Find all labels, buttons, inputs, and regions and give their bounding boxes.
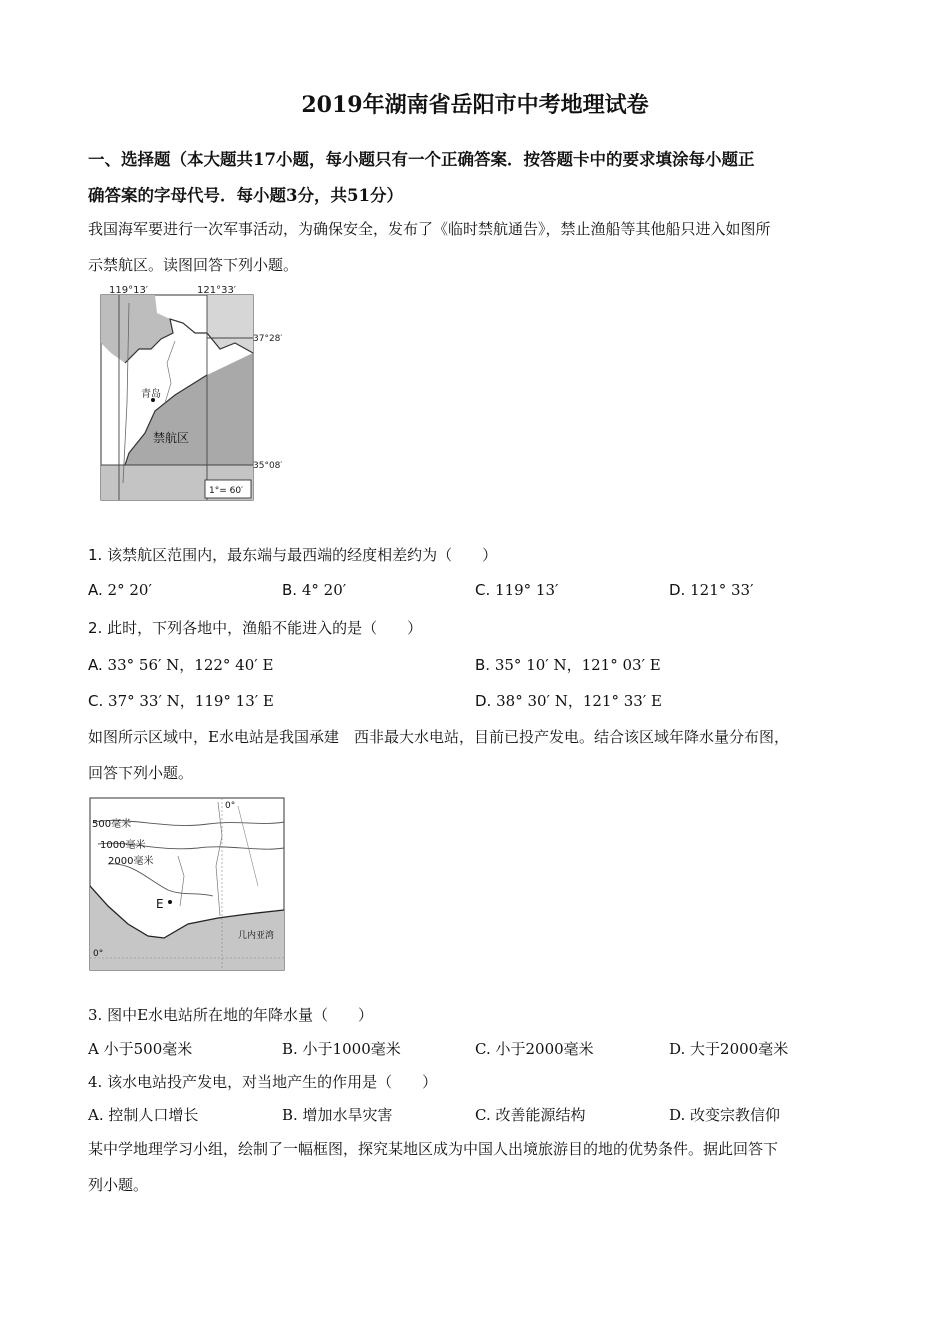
equator-label: 0° bbox=[93, 949, 104, 959]
q3-text: 3. 图中E水电站所在地的年降水量（ ） bbox=[88, 1006, 374, 1024]
station-label: E bbox=[156, 897, 164, 911]
q4-option-b[interactable]: B. 增加水旱灾害 bbox=[282, 1106, 393, 1124]
lon-left-label: 119°13′ bbox=[109, 285, 149, 296]
lon-right-label: 121°33′ bbox=[197, 285, 237, 296]
q3-option-d[interactable]: D. 大于2000毫米 bbox=[669, 1040, 789, 1058]
intro1-line1: 我国海军要进行一次军事活动，为确保安全，发布了《临时禁航通告》，禁止渔船等其他船只进入如图所 bbox=[88, 220, 771, 238]
q2-number: 2. bbox=[88, 619, 103, 637]
lat-top-label: 37°28′ bbox=[253, 334, 283, 344]
q3-option-c[interactable]: C. 小于2000毫米 bbox=[475, 1040, 594, 1058]
q2-stem bbox=[88, 617, 422, 638]
q2-text: 此时，下列各地中，渔船不能进入的是（ ） bbox=[107, 619, 423, 637]
q1-option-d[interactable]: D. 121° 33′ bbox=[669, 581, 754, 599]
q1-number: 1. bbox=[88, 546, 103, 564]
q4-option-c[interactable]: C. 改善能源结构 bbox=[475, 1106, 586, 1124]
q4-text: 4. 该水电站投产发电，对当地产生的作用是（ ） bbox=[88, 1073, 438, 1091]
q1-text: 该禁航区范围内，最东端与最西端的经度相差约为（ ） bbox=[107, 546, 498, 564]
q4-option-a[interactable]: A. 控制人口增长 bbox=[88, 1106, 199, 1124]
intro1-line2: 示禁航区。读图回答下列小题。 bbox=[88, 256, 299, 274]
section-heading-line2: 确答案的字母代号．每小题3分，共51分） bbox=[88, 186, 403, 205]
q2-option-b[interactable]: B. 35° 10′ N，121° 03′ E bbox=[475, 656, 661, 674]
intro3-line1: 某中学地理学习小组，绘制了一幅框图，探究某地区成为中国人出境旅游目的地的优势条件。据此回答下 bbox=[88, 1140, 779, 1158]
scale-label: 1°= 60′ bbox=[209, 486, 244, 496]
q2-option-c[interactable]: C. 37° 33′ N，119° 13′ E bbox=[88, 692, 274, 710]
isohyet-500-label: 500毫米 bbox=[92, 819, 132, 830]
page-title: 2019年湖南省岳阳市中考地理试卷 bbox=[301, 92, 649, 118]
isohyet-2000-label: 2000毫米 bbox=[108, 856, 154, 867]
q3-option-a[interactable]: A 小于500毫米 bbox=[88, 1040, 193, 1058]
lat-bottom-label: 35°08′ bbox=[253, 461, 283, 471]
q1-option-b[interactable]: B. 4° 20′ bbox=[282, 581, 347, 599]
no-sail-zone-map bbox=[95, 283, 295, 505]
meridian-label: 0° bbox=[225, 801, 236, 811]
precipitation-map bbox=[88, 796, 288, 974]
intro2-line2: 回答下列小题。 bbox=[88, 764, 194, 782]
q1-option-c[interactable]: C. 119° 13′ bbox=[475, 581, 559, 599]
q1-stem bbox=[88, 544, 497, 565]
q1-option-a[interactable]: A. 2° 20′ bbox=[88, 581, 152, 599]
zone-label: 禁航区 bbox=[153, 431, 190, 445]
station-marker-icon bbox=[168, 900, 172, 904]
isohyet-1000-label: 1000毫米 bbox=[100, 840, 146, 851]
city-label: 青岛 bbox=[141, 389, 161, 400]
q2-option-a[interactable]: A. 33° 56′ N，122° 40′ E bbox=[88, 656, 274, 674]
gulf-label: 几内亚湾 bbox=[238, 931, 275, 941]
intro2-line1: 如图所示区域中，E水电站是我国承建 西非最大水电站，目前已投产发电。结合该区域年降水量分布图， bbox=[88, 728, 789, 746]
q2-option-d[interactable]: D. 38° 30′ N，121° 33′ E bbox=[475, 692, 662, 710]
intro3-line2: 列小题。 bbox=[88, 1176, 149, 1194]
section-heading-line1: 一、选择题（本大题共17小题，每小题只有一个正确答案．按答题卡中的要求填涂每小题正 bbox=[88, 150, 755, 169]
q3-option-b[interactable]: B. 小于1000毫米 bbox=[282, 1040, 401, 1058]
q4-option-d[interactable]: D. 改变宗教信仰 bbox=[669, 1106, 781, 1124]
